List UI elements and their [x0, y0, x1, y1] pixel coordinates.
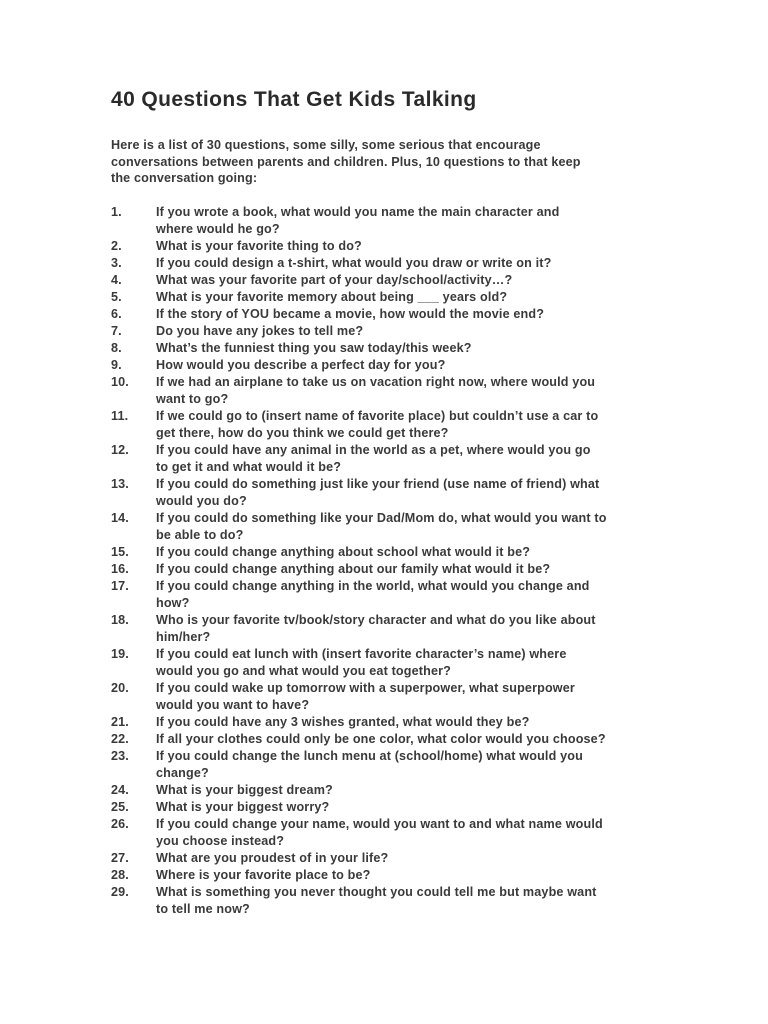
list-item: [111, 323, 711, 340]
list-item: [111, 476, 711, 510]
question-number: 10.: [111, 375, 129, 389]
question-number: 27.: [111, 851, 129, 865]
list-item: [111, 799, 711, 816]
list-item: [111, 816, 711, 850]
question-text: What’s the funniest thing you saw today/this week?: [156, 341, 472, 355]
question-number: 21.: [111, 715, 129, 729]
intro-paragraph: [111, 137, 711, 187]
question-number: 3.: [111, 256, 122, 270]
question-text: What is your favorite thing to do?: [156, 239, 362, 253]
question-text: If you could have any 3 wishes granted, what would they be?: [156, 715, 530, 729]
list-item: [111, 544, 711, 561]
question-text: How would you describe a perfect day for you?: [156, 358, 446, 372]
list-item: [111, 646, 711, 680]
question-text: If you could design a t-shirt, what would you draw or write on it?: [156, 256, 552, 270]
list-item: [111, 272, 711, 289]
question-text: If the story of YOU became a movie, how would the movie end?: [156, 307, 545, 321]
question-number: 5.: [111, 290, 122, 304]
intro-line: conversations between parents and children. Plus, 10 questions to that keep: [111, 154, 581, 169]
question-text: Who is your favorite tv/book/story character and what do you like about him/her?: [156, 613, 596, 644]
question-text: If you could change the lunch menu at (school/home) what would you change?: [156, 749, 583, 780]
question-number: 12.: [111, 443, 129, 457]
question-text: If you could eat lunch with (insert favorite character’s name) where would you go and what would you eat together?: [156, 647, 567, 678]
question-text: If you could change your name, would you want to and what name would you choose instead?: [156, 817, 603, 848]
list-item: [111, 204, 711, 238]
list-item: [111, 238, 711, 255]
list-item: [111, 408, 711, 442]
question-number: 26.: [111, 817, 129, 831]
list-item: [111, 867, 711, 884]
list-item: [111, 357, 711, 374]
question-number: 23.: [111, 749, 129, 763]
list-item: [111, 850, 711, 867]
question-number: 17.: [111, 579, 129, 593]
question-number: 4.: [111, 273, 122, 287]
question-number: 14.: [111, 511, 129, 525]
question-text: If you wrote a book, what would you name the main character and where would he go?: [156, 205, 560, 236]
question-text: If you could wake up tomorrow with a superpower, what superpower would you want to have?: [156, 681, 575, 712]
question-number: 11.: [111, 409, 129, 423]
question-text: What is your favorite memory about being ___ years old?: [156, 290, 508, 304]
list-item: [111, 340, 711, 357]
question-text: If we could go to (insert name of favorite place) but couldn’t use a car to get there, how do you think we could get there?: [156, 409, 599, 440]
question-text: If you could do something just like your friend (use name of friend) what would you do?: [156, 477, 600, 508]
question-text: If all your clothes could only be one color, what color would you choose?: [156, 732, 606, 746]
list-item: [111, 612, 711, 646]
question-text: If you could change anything in the world, what would you change and how?: [156, 579, 590, 610]
question-number: 29.: [111, 885, 129, 899]
question-number: 1.: [111, 205, 122, 219]
question-text: If you could change anything about our family what would it be?: [156, 562, 551, 576]
list-item: [111, 748, 711, 782]
intro-line: the conversation going:: [111, 171, 258, 185]
list-item: [111, 306, 711, 323]
question-number: 22.: [111, 732, 129, 746]
question-number: 25.: [111, 800, 129, 814]
question-number: 6.: [111, 307, 122, 321]
question-number: 24.: [111, 783, 129, 797]
question-number: 13.: [111, 477, 129, 491]
list-item: [111, 680, 711, 714]
question-number: 16.: [111, 562, 129, 576]
list-item: [111, 884, 711, 918]
question-text: Do you have any jokes to tell me?: [156, 324, 364, 338]
question-number: 2.: [111, 239, 122, 253]
list-item: [111, 578, 711, 612]
intro-line: Here is a list of 30 questions, some silly, some serious that encourage: [111, 138, 541, 152]
question-text: What are you proudest of in your life?: [156, 851, 389, 865]
question-text: What was your favorite part of your day/school/activity…?: [156, 273, 513, 287]
questions-list: [111, 204, 711, 918]
question-number: 8.: [111, 341, 122, 355]
list-item: [111, 714, 711, 731]
question-text: If we had an airplane to take us on vacation right now, where would you want to go?: [156, 375, 596, 406]
question-text: Where is your favorite place to be?: [156, 868, 371, 882]
question-text: If you could change anything about school what would it be?: [156, 545, 531, 559]
list-item: [111, 289, 711, 306]
question-number: 7.: [111, 324, 122, 338]
list-item: [111, 782, 711, 799]
question-text: If you could do something like your Dad/Mom do, what would you want to be able to do?: [156, 511, 607, 542]
list-item: [111, 442, 711, 476]
document-title: 40 Questions That Get Kids Talking: [111, 88, 477, 111]
question-text: What is your biggest dream?: [156, 783, 333, 797]
list-item: [111, 561, 711, 578]
question-number: 18.: [111, 613, 129, 627]
question-text: If you could have any animal in the world as a pet, where would you go to get it and what would it be?: [156, 443, 591, 474]
list-item: [111, 374, 711, 408]
question-text: What is your biggest worry?: [156, 800, 330, 814]
question-number: 28.: [111, 868, 129, 882]
question-text: What is something you never thought you could tell me but maybe want to tell me now?: [156, 885, 597, 916]
question-number: 20.: [111, 681, 129, 695]
list-item: [111, 510, 711, 544]
question-number: 9.: [111, 358, 122, 372]
question-number: 19.: [111, 647, 129, 661]
list-item: [111, 255, 711, 272]
list-item: [111, 731, 711, 748]
question-number: 15.: [111, 545, 129, 559]
